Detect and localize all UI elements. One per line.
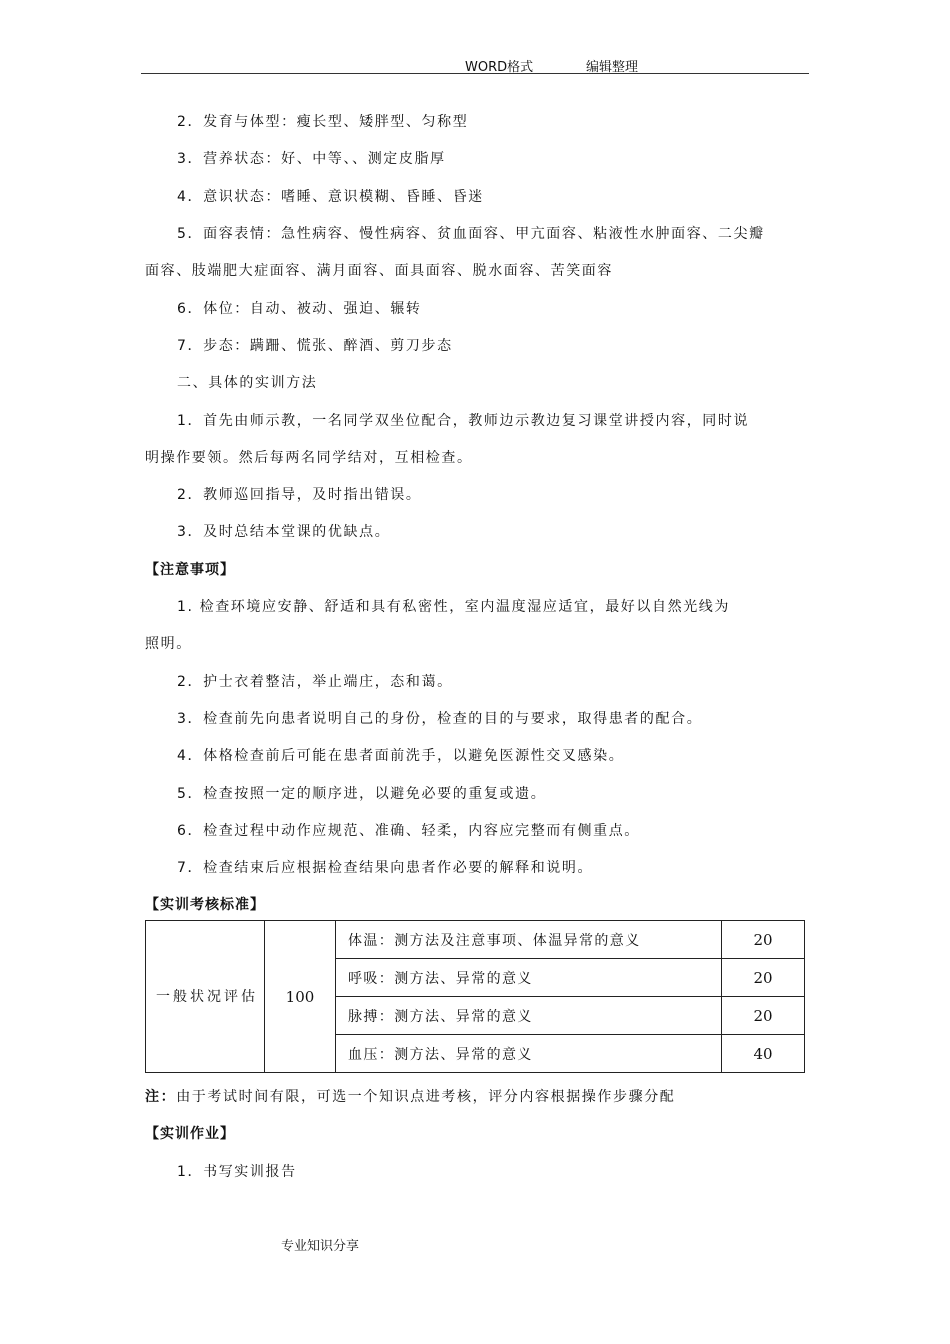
note-4: 4．体格检查前后可能在患者面前洗手，以避免医源性交叉感染。 xyxy=(177,748,625,764)
notes-heading: 【注意事项】 xyxy=(145,562,235,578)
note-3: 3．检查前先向患者说明自己的身份，检查的目的与要求，取得患者的配合。 xyxy=(177,711,703,727)
note-1-line1: 1. 检查环境应安静、舒适和具有私密性，室内温度湿应适宜，最好以自然光线为 xyxy=(177,599,731,615)
note-7: 7．检查结束后应根据检查结果向患者作必要的解释和说明。 xyxy=(177,860,594,876)
note-5: 5．检查按照一定的顺序进，以避免必要的重复或遗。 xyxy=(177,786,547,802)
assessment-note xyxy=(145,1086,675,1106)
assessment-heading: 【实训考核标准】 xyxy=(145,897,265,913)
total-score-cell: 100 xyxy=(265,921,336,1073)
item-facial-expression-line2: 面容、肢端肥大症面容、满月面容、面具面容、脱水面容、苦笑面容 xyxy=(145,263,613,279)
method-1-line1: 1．首先由师示教，一名同学双坐位配合，教师边示教边复习课堂讲授内容，同时说 xyxy=(177,413,750,429)
points-cell: 40 xyxy=(722,1035,805,1073)
note-6: 6．检查过程中动作应规范、准确、轻柔，内容应完整而有侧重点。 xyxy=(177,823,640,839)
homework-item-1: 1．书写实训报告 xyxy=(177,1164,297,1180)
method-3: 3．及时总结本堂课的优缺点。 xyxy=(177,524,391,540)
category-cell: 一般状况评估 xyxy=(146,921,265,1073)
item-cell: 血压：测方法、异常的意义 xyxy=(336,1035,722,1073)
header-edit-label: 编辑整理 xyxy=(586,60,639,75)
points-cell: 20 xyxy=(722,997,805,1035)
item-gait: 7．步态：蹒跚、慌张、醉酒、剪刀步态 xyxy=(177,338,453,354)
page-header xyxy=(141,56,809,74)
assessment-note-text: 由于考试时间有限，可选一个知识点进考核，评分内容根据操作步骤分配 xyxy=(176,1089,676,1105)
note-2: 2．护士衣着整洁，举止端庄，态和蔼。 xyxy=(177,674,453,690)
assessment-note-label: 注： xyxy=(145,1089,177,1105)
table-row xyxy=(146,921,805,959)
points-cell: 20 xyxy=(722,959,805,997)
item-facial-expression-line1: 5．面容表情：急性病容、慢性病容、贫血面容、甲亢面容、粘液性水肿面容、二尖瓣 xyxy=(177,226,765,242)
item-body-type: 2．发育与体型：瘦长型、矮胖型、匀称型 xyxy=(177,114,469,130)
item-nutrition: 3．营养状态：好、中等、、测定皮脂厚 xyxy=(177,151,446,167)
item-posture: 6．体位：自动、被动、强迫、辗转 xyxy=(177,301,422,317)
item-consciousness: 4．意识状态：嗜睡、意识模糊、昏睡、昏迷 xyxy=(177,189,484,205)
homework-heading: 【实训作业】 xyxy=(145,1126,235,1142)
item-cell: 脉搏：测方法、异常的意义 xyxy=(336,997,722,1035)
points-cell: 20 xyxy=(722,921,805,959)
assessment-table xyxy=(145,920,805,1073)
note-1-line2: 照明。 xyxy=(145,636,192,652)
method-1-line2: 明操作要领。然后每两名同学结对，互相检查。 xyxy=(145,450,473,466)
method-2: 2．教师巡回指导，及时指出错误。 xyxy=(177,487,422,503)
header-format-label: WORD格式 xyxy=(465,60,534,75)
item-cell: 呼吸：测方法、异常的意义 xyxy=(336,959,722,997)
item-cell: 体温：测方法及注意事项、体温异常的意义 xyxy=(336,921,722,959)
methods-heading: 二、具体的实训方法 xyxy=(177,375,318,391)
page-footer: 专业知识分享 xyxy=(281,1239,360,1254)
